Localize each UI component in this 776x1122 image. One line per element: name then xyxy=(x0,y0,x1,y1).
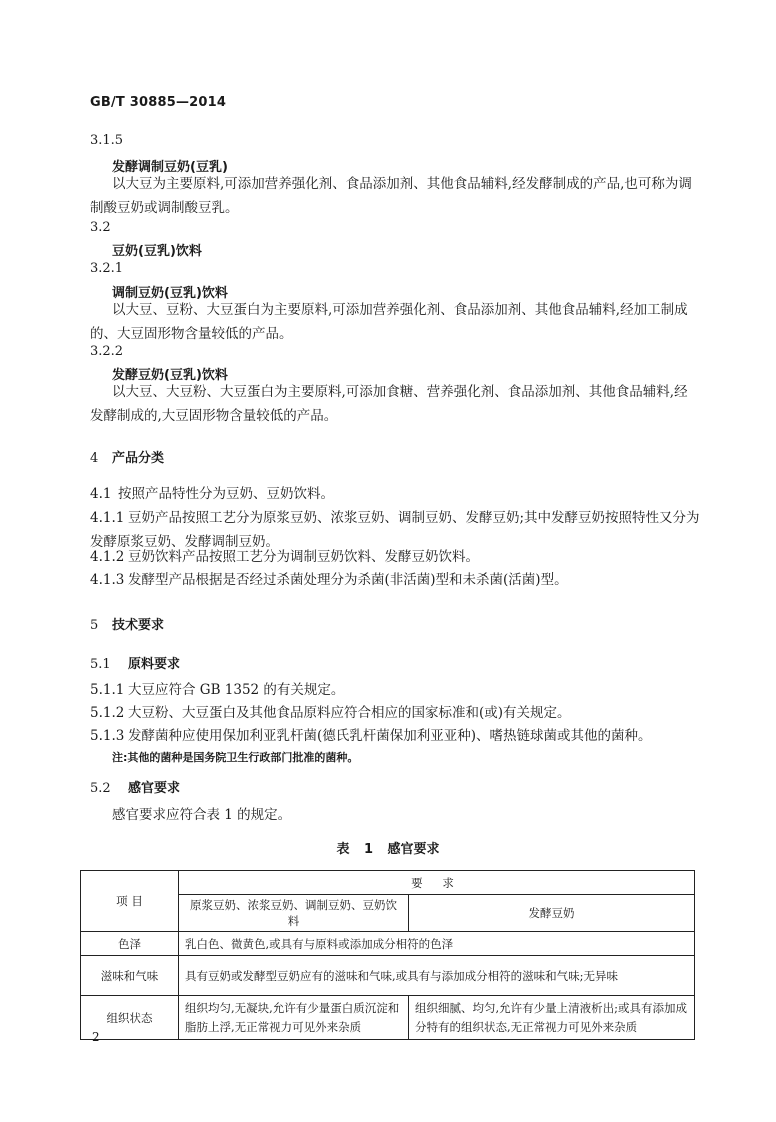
item-number: 4.1.3 xyxy=(90,572,125,588)
list-item xyxy=(90,482,334,506)
section-title: 感官要求 xyxy=(128,781,181,796)
item-number: 5.1.3 xyxy=(90,728,125,744)
item-number: 4.1 xyxy=(90,486,112,502)
term-title: 调制豆奶(豆乳)饮料 xyxy=(112,286,228,301)
item-number: 4.1.1 xyxy=(90,510,125,526)
term-definition: 以大豆、大豆粉、大豆蛋白为主要原料,可添加食糖、营养强化剂、食品添加剂、其他食品辅料,经发酵制成的,大豆固形物含量较低的产品。 xyxy=(90,384,688,424)
paragraph: 感官要求应符合表 1 的规定。 xyxy=(112,807,292,823)
item-text: 大豆应符合 GB 1352 的有关规定。 xyxy=(128,682,345,698)
table-header-item: 项 目 xyxy=(81,871,179,932)
section-title: 技术要求 xyxy=(112,618,165,633)
table-cell-item: 组织状态 xyxy=(81,996,179,1040)
term-title: 发酵调制豆奶(豆乳) xyxy=(112,160,228,175)
clause-number: 3.1.5 xyxy=(90,133,124,148)
section-title: 原料要求 xyxy=(128,657,181,672)
term-title: 发酵豆奶(豆乳)饮料 xyxy=(112,368,228,383)
item-number: 5.1.1 xyxy=(90,682,125,698)
page-number: 2 xyxy=(92,1030,100,1044)
table-cell: 乳白色、微黄色,或具有与原料或添加成分相符的色泽 xyxy=(179,932,695,956)
item-text: 按照产品特性分为豆奶、豆奶饮料。 xyxy=(118,486,334,502)
section-number: 5.2 xyxy=(90,781,111,796)
item-number: 5.1.2 xyxy=(90,705,125,721)
item-text: 豆奶产品按照工艺分为原浆豆奶、浓浆豆奶、调制豆奶、发酵豆奶;其中发酵豆奶按照特性又分为发酵原浆豆奶、发酵调制豆奶。 xyxy=(90,510,700,550)
section-number: 4 xyxy=(90,451,99,466)
item-text: 大豆粉、大豆蛋白及其他食品原料应符合相应的国家标准和(或)有关规定。 xyxy=(128,705,571,721)
standard-code: GB/T 30885—2014 xyxy=(90,95,227,110)
subsection-heading xyxy=(90,653,180,672)
list-item xyxy=(90,678,344,702)
table-cell: 组织细腻、均匀,允许有少量上清液析出;或具有添加成分特有的组织状态,无正常视力可见外来杂质 xyxy=(409,996,695,1040)
clause-number: 3.2.2 xyxy=(90,344,124,359)
table-caption: 表 1 感官要求 xyxy=(336,842,440,857)
list-item xyxy=(90,701,571,725)
note: 注:其他的菌种是国务院卫生行政部门批准的菌种。 xyxy=(112,751,359,764)
list-item xyxy=(90,568,568,592)
term-title: 豆奶(豆乳)饮料 xyxy=(112,244,202,259)
table-cell-item: 色泽 xyxy=(81,932,179,956)
clause-number: 3.2 xyxy=(90,220,111,235)
table-cell: 具有豆奶或发酵型豆奶应有的滋味和气味,或具有与添加成分相符的滋味和气味;无异味 xyxy=(179,956,695,996)
table-header-col1: 原浆豆奶、浓浆豆奶、调制豆奶、豆奶饮料 xyxy=(179,895,409,932)
table-cell-item: 滋味和气味 xyxy=(81,956,179,996)
table-cell: 组织均匀,无凝块,允许有少量蛋白质沉淀和脂肪上浮,无正常视力可见外来杂质 xyxy=(179,996,409,1040)
list-item xyxy=(90,545,479,569)
sensory-requirements-table xyxy=(80,870,695,1040)
term-definition: 以大豆、豆粉、大豆蛋白为主要原料,可添加营养强化剂、食品添加剂、其他食品辅料,经加工制成的、大豆固形物含量较低的产品。 xyxy=(90,302,688,342)
subsection-heading xyxy=(90,777,180,796)
item-text: 豆奶饮料产品按照工艺分为调制豆奶饮料、发酵豆奶饮料。 xyxy=(128,549,479,565)
section-number: 5 xyxy=(90,618,99,633)
section-number: 5.1 xyxy=(90,657,111,672)
table-header-requirement: 要 求 xyxy=(179,871,695,895)
section-title: 产品分类 xyxy=(112,451,165,466)
section-heading xyxy=(90,614,164,633)
list-item xyxy=(90,724,652,748)
item-number: 4.1.2 xyxy=(90,549,125,565)
item-text: 发酵型产品根据是否经过杀菌处理分为杀菌(非活菌)型和未杀菌(活菌)型。 xyxy=(128,572,568,588)
section-heading xyxy=(90,447,164,466)
term-definition: 以大豆为主要原料,可添加营养强化剂、食品添加剂、其他食品辅料,经发酵制成的产品,也可称为调制酸豆奶或调制酸豆乳。 xyxy=(90,176,692,216)
item-text: 发酵菌种应使用保加利亚乳杆菌(德氏乳杆菌保加利亚亚种)、嗜热链球菌或其他的菌种。 xyxy=(128,728,652,744)
table-header-col2: 发酵豆奶 xyxy=(409,895,695,932)
clause-number: 3.2.1 xyxy=(90,261,124,276)
